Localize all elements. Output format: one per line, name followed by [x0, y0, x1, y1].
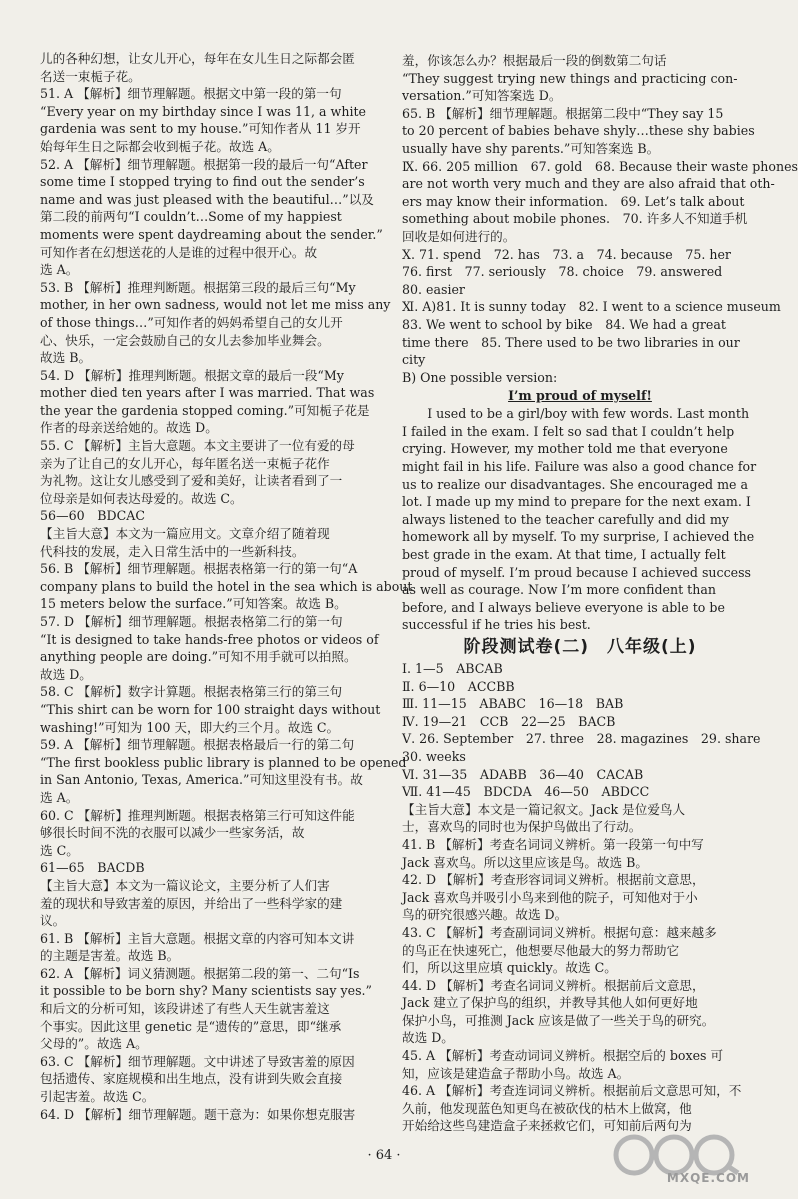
text-line: 43. C 【解析】考查副词词义辨析。根据句意：越来越多	[402, 924, 717, 940]
text-line: “Every year on my birthday since I was 11, a white	[40, 103, 366, 119]
text-line: moments were spent daydreaming about the sender.”	[40, 226, 383, 242]
text-line: time there 85. There used to be two libraries in our	[402, 334, 740, 350]
watermark-text: MXQE.COM	[666, 1171, 750, 1185]
text-line: are not worth very much and they are also afraid that oth-	[402, 176, 775, 192]
essay-body	[402, 405, 758, 634]
text-line: lot. I made up my mind to prepare for the next exam. I	[402, 494, 751, 510]
text-line: 保护小鸟，可推测 Jack 应该是做了一些关于鸟的研究。	[402, 1012, 715, 1028]
text-line: 56. B 【解析】细节理解题。根据表格第一行的第一句“A	[40, 561, 358, 577]
text-line: 选 A。	[40, 262, 79, 278]
text-line: Ⅵ. 31—35 ADABB 36—40 CACAB	[402, 766, 644, 782]
text-line: ers may know their information. 69. Let’s talk about	[402, 193, 745, 209]
text-line: 76. first 77. seriously 78. choice 79. answered	[402, 264, 723, 280]
text-line: 故选 B。	[40, 350, 92, 366]
text-line: 15 meters below the surface.”可知答案。故选 B。	[40, 596, 347, 612]
text-line: 64. D 【解析】细节理解题。题干意为：如果你想克服害	[40, 1106, 356, 1122]
text-line: 选 C。	[40, 842, 79, 858]
text-line: crying. However, my mother told me that everyone	[402, 441, 728, 457]
text-line: 62. A 【解析】词义猜测题。根据第二段的第一、二句“Is	[40, 965, 360, 981]
text-line: 59. A 【解析】细节理解题。根据表格最后一行的第二句	[40, 737, 355, 753]
text-line: 羞的现状和导致害羞的原因，并给出了一些科学家的建	[40, 895, 343, 911]
right-column	[402, 52, 798, 1135]
text-line: in San Antonio, Texas, America.”可知这里没有书。故	[40, 772, 363, 788]
text-line: 第二段的前两句“I couldn’t…Some of my happiest	[40, 209, 342, 225]
text-line: as well as courage. Now I’m more confident than	[402, 582, 716, 598]
text-line: 羞，你该怎么办？根据最后一段的倒数第二句话	[402, 53, 667, 68]
text-line: Ⅶ. 41—45 BDCDA 46—50 ABDCC	[402, 784, 650, 800]
text-line: 选 A。	[40, 789, 79, 805]
text-line: 44. D 【解析】考查名词词义辨析。根据前后文意思，	[402, 977, 705, 993]
left-column	[40, 50, 413, 1123]
text-line: anything people are doing.”可知不用手就可以拍照。	[40, 649, 357, 665]
text-line: 【主旨大意】本文为一篇议论文，主要分析了人们害	[40, 877, 330, 893]
page-number: · 64 ·	[367, 1148, 401, 1163]
text-line: gardenia was sent to my house.”可知作者从 11 岁开	[40, 121, 361, 137]
text-line: 亲为了让自己的女儿开心，每年匿名送一束栀子花作	[40, 455, 330, 471]
watermark-logo	[606, 1129, 756, 1189]
text-line: 45. A 【解析】考查动词词义辨析。根据空后的 boxes 可	[402, 1048, 724, 1064]
section-title: 阶段测试卷(二) 八年级(上)	[463, 637, 697, 657]
text-line: “It is designed to take hands-free photos or videos of	[40, 631, 379, 647]
text-line: 65. B 【解析】细节理解题。根据第二段中“They say 15	[402, 105, 724, 121]
text-line: mother, in her own sadness, would not let me miss any	[40, 297, 391, 313]
text-line: B) One possible version:	[402, 369, 558, 385]
text-line: 52. A 【解析】细节理解题。根据第一段的最后一句“After	[40, 156, 368, 172]
text-line: Ⅳ. 19—21 CCB 22—25 BACB	[402, 713, 616, 729]
text-line: the year the gardenia stopped coming.”可知栀子花是	[40, 402, 370, 418]
text-line: 代科技的发展，走入日常生活中的一些新科技。	[40, 543, 305, 559]
text-line: 引起害羞。故选 C。	[40, 1089, 155, 1105]
text-line: 63. C 【解析】细节理解题。文中讲述了导致害羞的原因	[40, 1053, 355, 1069]
text-line: 57. D 【解析】细节理解题。根据表格第二行的第一句	[40, 614, 343, 629]
text-line: company plans to build the hotel in the sea which is about	[40, 578, 413, 594]
text-line: 83. We went to school by bike 84. We had a great	[402, 316, 726, 332]
essay-title: I’m proud of myself!	[508, 388, 652, 404]
text-line: 60. C 【解析】推理判断题。根据表格第三行可知这件能	[40, 807, 355, 823]
text-line: Jack 喜欢鸟。所以这里应该是鸟。故选 B。	[402, 854, 649, 870]
text-line: 的主题是害羞。故选 B。	[40, 948, 180, 964]
text-line: 【主旨大意】本文是一篇记叙文。Jack 是位爱鸟人	[402, 801, 686, 817]
text-line: of those things…”可知作者的妈妈希望自己的女儿开	[40, 314, 343, 330]
text-line: 们，所以这里应填 quickly。故选 C。	[402, 960, 617, 976]
text-line: us to realize our disadvantages. She encouraged me a	[402, 476, 748, 492]
text-line: best grade in the exam. At that time, I actually felt	[402, 547, 726, 563]
text-line: 知，应该是建造盒子帮助小鸟。故选 A。	[402, 1065, 630, 1081]
text-line: 故选 D。	[402, 1030, 454, 1046]
text-line: I failed in the exam. I felt so sad that I couldn’t help	[402, 423, 735, 439]
text-line: some time I stopped trying to find out the sender’s	[40, 174, 365, 190]
text-line: 41. B 【解析】考查名词词义辨析。第一段第一句中写	[402, 836, 704, 852]
text-line: 个事实。因此这里 genetic 是“遗传的”意思，即“继承	[40, 1018, 342, 1034]
text-line: always listened to the teacher carefully and did my	[402, 511, 729, 527]
text-line: 58. C 【解析】数字计算题。根据表格第三行的第三句	[40, 684, 343, 700]
text-line: 【主旨大意】本文为一篇应用文。文章介绍了随着现	[40, 526, 330, 542]
text-line: Ⅴ. 26. September 27. three 28. magazines 29. share	[402, 731, 761, 747]
text-line: 心、快乐，一定会鼓励自己的女儿去参加毕业舞会。	[40, 332, 330, 348]
text-line: “This shirt can be worn for 100 straight days without	[40, 701, 381, 717]
text-line: proud of myself. I’m proud because I achieved success	[402, 564, 751, 580]
text-line: city	[402, 352, 426, 368]
text-line: 42. D 【解析】考查形容词词义辨析。根据前文意思，	[402, 872, 705, 888]
test-answers	[402, 660, 761, 1135]
text-line: 名送一束栀子花。	[40, 68, 141, 84]
text-line: 和后文的分析可知，该段讲述了有些人天生就害羞这	[40, 1001, 330, 1017]
text-line: 可知作者在幻想送花的人是谁的过程中很开心。故	[40, 244, 318, 260]
text-line: 包括遗传、家庭规模和出生地点，没有讲到失败会直接	[40, 1071, 343, 1087]
text-line: 46. A 【解析】考查连词词义辨析。根据前后文意思可知，不	[402, 1083, 742, 1099]
text-line: versation.”可知答案选 D。	[402, 88, 562, 104]
text-line: homework all by myself. To my surprise, I achieved the	[402, 529, 755, 545]
text-line: 56—60 BDCAC	[40, 508, 145, 524]
text-line: 久前，他发现蓝色知更鸟在被砍伐的枯木上做窝，他	[402, 1100, 692, 1116]
text-line: Jack 喜欢鸟并吸引小鸟来到他的院子，可知他对于小	[402, 889, 698, 905]
text-line: Ⅺ. A)81. It is sunny today 82. I went to a science museum	[402, 299, 781, 315]
text-line: Ⅹ. 71. spend 72. has 73. a 74. because 75. her	[402, 246, 731, 262]
text-line: 30. weeks	[402, 748, 466, 764]
text-line: usually have shy parents.”可知答案选 B。	[402, 140, 660, 156]
text-line: 53. B 【解析】推理判断题。根据第三段的最后三句“My	[40, 279, 356, 295]
text-line: “They suggest trying new things and practicing con-	[402, 70, 738, 86]
text-line: 51. A 【解析】细节理解题。根据文中第一段的第一句	[40, 86, 342, 102]
text-line: 回收是如何进行的。	[402, 228, 516, 244]
text-line: to 20 percent of babies behave shyly…these shy babies	[402, 123, 755, 139]
text-line: 议。	[40, 913, 66, 929]
text-line: 士，喜欢鸟的同时也为保护鸟做出了行动。	[402, 819, 642, 835]
text-line: Ⅱ. 6—10 ACCBB	[402, 678, 515, 694]
right-top-answers	[402, 52, 798, 386]
text-line: 为礼物。这让女儿感受到了爱和美好，让读者看到了一	[40, 473, 343, 489]
text-line: Ⅰ. 1—5 ABCAB	[402, 661, 503, 676]
text-line: 位母亲是如何表达母爱的。故选 C。	[40, 490, 243, 506]
text-line: it possible to be born shy? Many scientists say yes.”	[40, 983, 373, 999]
text-line: 61—65 BACDB	[40, 860, 145, 876]
text-line: 61. B 【解析】主旨大意题。根据文章的内容可知本文讲	[40, 930, 355, 946]
text-line: Ⅸ. 66. 205 million 67. gold 68. Because their waste phones	[402, 158, 798, 174]
text-line: 开始给这些鸟建造盒子来拯救它们，可知前后两句为	[402, 1118, 692, 1134]
text-line: successful if he tries his best.	[402, 617, 591, 633]
text-line: 的鸟正在快速死亡，他想要尽他最大的努力帮助它	[402, 942, 680, 958]
text-line: might fail in his life. Failure was also a good chance for	[402, 459, 757, 475]
text-line: 够很长时间不洗的衣服可以减少一些家务活，故	[40, 825, 305, 841]
text-line: Ⅲ. 11—15 ABABC 16—18 BAB	[402, 696, 624, 712]
text-line: before, and I always believe everyone is able to be	[402, 599, 725, 615]
text-line: 作者的母亲送给她的。故选 D。	[40, 420, 218, 436]
text-line: I used to be a girl/boy with few words. Last month	[402, 406, 750, 422]
text-line: name and was just pleased with the beautiful…”以及	[40, 191, 374, 207]
text-line: 54. D 【解析】推理判断题。根据文章的最后一段“My	[40, 367, 344, 383]
text-line: 55. C 【解析】主旨大意题。本文主要讲了一位有爱的母	[40, 438, 355, 454]
text-line: 80. easier	[402, 281, 465, 297]
text-line: washing!”可知为 100 天，即大约三个月。故选 C。	[40, 719, 340, 735]
text-line: “The first bookless public library is planned to be opened	[40, 754, 407, 770]
text-line: 始每年生日之际都会收到栀子花。故选 A。	[40, 138, 280, 154]
text-line: 鸟的研究很感兴趣。故选 D。	[402, 907, 568, 923]
text-line: 儿的各种幻想，让女儿开心，每年在女儿生日之际都会匿	[40, 51, 355, 66]
text-line: Jack 建立了保护鸟的组织，并教导其他人如何更好地	[402, 995, 698, 1011]
text-line: something about mobile phones. 70. 许多人不知道手机	[402, 211, 748, 227]
text-line: 故选 D。	[40, 666, 92, 682]
text-line: 父母的”。故选 A。	[40, 1036, 148, 1052]
text-line: mother died ten years after I was married. That was	[40, 385, 375, 401]
